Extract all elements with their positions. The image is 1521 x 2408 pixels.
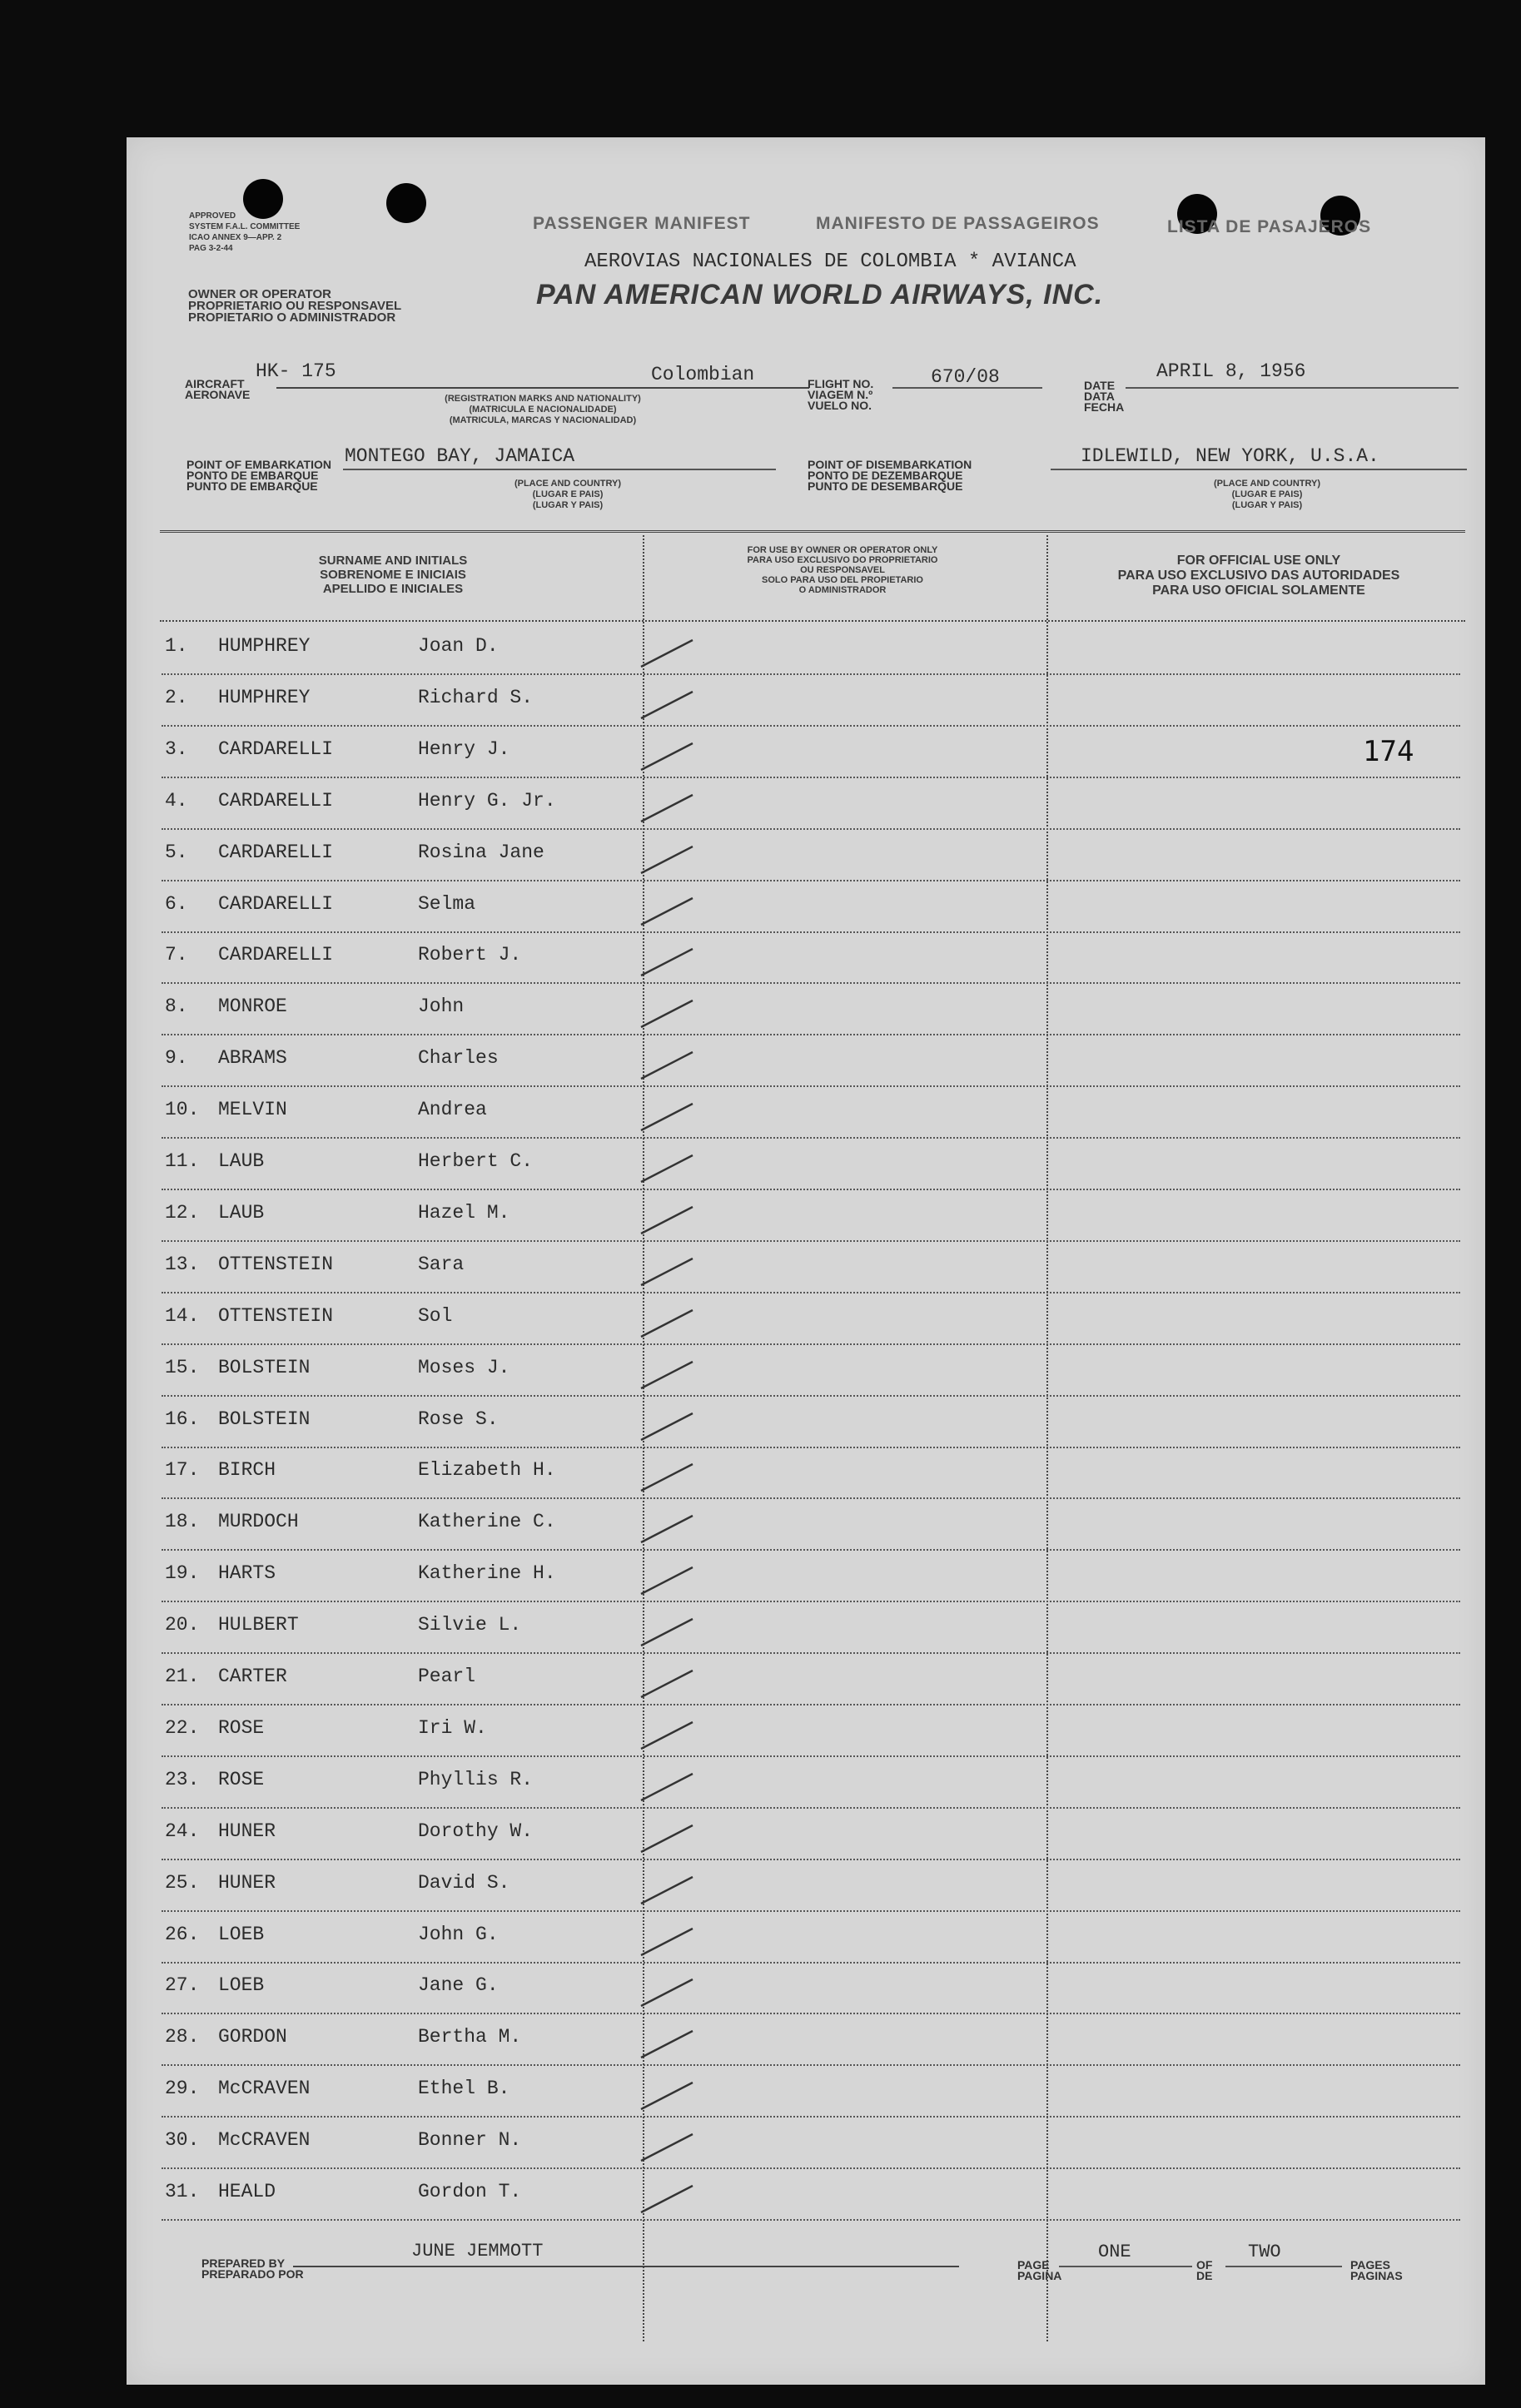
passenger-given-name: Rose S. [418,1408,499,1430]
check-mark-icon [634,1444,734,1494]
check-mark-icon [634,1805,734,1855]
passenger-surname: CARDARELLI [218,944,334,966]
passenger-surname: HUMPHREY [218,635,311,657]
passenger-given-name: Ethel B. [418,2078,510,2100]
passenger-row [127,1759,1485,1809]
passenger-surname: LAUB [218,1201,265,1224]
row-rule [162,982,1460,984]
row-rule [162,777,1460,778]
passenger-row [127,1604,1485,1654]
row-number: 6. [165,892,188,915]
passenger-row [127,1140,1485,1190]
col-head-operator: FOR USE BY OWNER OR OPERATOR ONLY PARA USO EXCLUSIVO DO PROPRIETARIO OU RESPONSAVEL SOLO PARA USO DEL PROPIETARIO O ADMINISTRADOR [747,545,938,595]
passenger-row [127,832,1485,881]
check-mark-icon [634,2114,734,2164]
pages-label: PAGES PAGINAS [1350,2258,1403,2282]
check-mark-icon [634,1857,734,1907]
date-value: APRIL 8, 1956 [1156,360,1306,382]
passenger-given-name: Selma [418,892,476,915]
row-rule [162,2219,1460,2221]
passenger-given-name: Bonner N. [418,2129,522,2152]
row-rule [162,931,1460,933]
row-rule [162,1240,1460,1242]
passenger-row [127,2119,1485,2169]
punch-hole [386,183,426,223]
row-number: 25. [165,1871,200,1894]
check-mark-icon [634,1651,734,1700]
passenger-surname: BOLSTEIN [218,1356,311,1378]
passenger-row [127,1707,1485,1757]
passenger-row [127,1501,1485,1551]
check-mark-icon [634,827,734,876]
check-mark-icon [634,878,734,928]
passenger-given-name: Iri W. [418,1716,487,1739]
passenger-surname: MURDOCH [218,1511,299,1533]
row-number: 23. [165,1768,200,1790]
passenger-surname: HUNER [218,1820,276,1842]
row-number: 28. [165,2026,200,2048]
passenger-given-name: Richard S. [418,686,534,708]
row-number: 19. [165,1562,200,1585]
row-number: 4. [165,789,188,812]
row-rule [162,880,1460,881]
row-rule [162,1034,1460,1035]
passenger-row [127,1398,1485,1448]
row-number: 5. [165,841,188,863]
row-rule [162,1910,1460,1912]
brand-wordmark: PAN AMERICAN WORLD AIRWAYS, INC. [536,279,1104,310]
check-mark-icon [634,1702,734,1752]
row-number: 16. [165,1408,200,1430]
passenger-surname: ROSE [218,1768,265,1790]
passenger-row [127,1552,1485,1602]
passenger-given-name: Katherine H. [418,1562,556,1585]
row-number: 31. [165,2181,200,2202]
passenger-row [127,625,1485,675]
row-number: 10. [165,1099,200,1121]
nationality-value: Colombian [651,364,755,385]
row-rule [162,1704,1460,1705]
row-number: 27. [165,1974,200,1997]
passenger-given-name: Phyllis R. [418,1768,534,1790]
title-pt: MANIFESTO DE PASSAGEIROS [816,214,1100,233]
row-number: 18. [165,1511,200,1533]
passenger-given-name: Dorothy W. [418,1820,534,1842]
table-top-rule [160,530,1465,533]
registration-caption: (REGISTRATION MARKS AND NATIONALITY) (MATRICULA E NACIONALIDADE) (MATRICULA, MARCAS Y NACIONALIDAD) [445,394,641,425]
row-rule [162,1447,1460,1448]
prepared-label: PREPARED BY PREPARADO POR [201,2257,304,2281]
passenger-given-name: Gordon T. [418,2181,522,2202]
passenger-row [127,1810,1485,1860]
approval-block: APPROVED SYSTEM F.A.L. COMMITTEE ICAO ANNEX 9—APP. 2 PAG 3-2-44 [189,211,301,253]
passenger-surname: CARDARELLI [218,789,334,812]
row-number: 14. [165,1304,200,1327]
check-mark-icon [634,620,734,670]
passenger-given-name: Charles [418,1047,499,1070]
passenger-given-name: Robert J. [418,944,522,966]
row-number: 24. [165,1820,200,1842]
flight-underline [892,387,1042,389]
row-rule [162,1395,1460,1397]
passenger-row [127,2171,1485,2221]
row-number: 15. [165,1356,200,1378]
passenger-given-name: Sara [418,1253,465,1275]
embark-value: MONTEGO BAY, JAMAICA [345,445,575,467]
aircraft-value: HK- 175 [256,360,336,382]
passenger-given-name: Jane G. [418,1974,499,1997]
row-rule [162,1807,1460,1809]
passenger-surname: HULBERT [218,1614,299,1636]
check-mark-icon [634,2063,734,2113]
typed-operator: AEROVIAS NACIONALES DE COLOMBIA * AVIANCA [584,251,1076,273]
check-mark-icon [634,1187,734,1237]
stamp-number: 174 [1363,735,1414,768]
row-rule [162,1085,1460,1087]
row-number: 13. [165,1253,200,1275]
passenger-surname: CARDARELLI [218,841,334,863]
disembark-underline [1051,469,1467,470]
row-rule [162,1652,1460,1654]
check-mark-icon [634,1599,734,1649]
check-mark-icon [634,1959,734,2009]
row-number: 20. [165,1614,200,1636]
row-number: 9. [165,1047,188,1070]
passenger-surname: LOEB [218,1974,265,1997]
row-rule [162,1755,1460,1757]
passenger-surname: HEALD [218,2181,276,2202]
passenger-given-name: John [418,995,465,1018]
passenger-given-name: Rosina Jane [418,841,544,863]
page-underline [1059,2266,1192,2267]
passenger-row [127,1862,1485,1912]
passenger-surname: ABRAMS [218,1047,287,1070]
title-es: LISTA DE PASAJEROS [1167,217,1372,236]
passenger-surname: LAUB [218,1150,265,1172]
of-underline [1225,2266,1342,2267]
passenger-surname: BIRCH [218,1459,276,1482]
col-head-official: FOR OFFICIAL USE ONLY PARA USO EXCLUSIVO DAS AUTORIDADES PARA USO OFICIAL SOLAMENTE [1117,554,1400,598]
flight-label: FLIGHT NO. VIAGEM N.º VUELO NO. [808,377,874,412]
passenger-surname: McCRAVEN [218,2078,311,2100]
passenger-given-name: Bertha M. [418,2026,522,2048]
passenger-surname: BOLSTEIN [218,1408,311,1430]
check-mark-icon [634,2166,734,2216]
passenger-row [127,1914,1485,1964]
check-mark-icon [634,2011,734,2061]
passenger-row [127,1244,1485,1293]
aircraft-label: AIRCRAFT AERONAVE [185,377,251,401]
row-rule [162,673,1460,675]
passenger-surname: CARTER [218,1666,287,1687]
passenger-row [127,1192,1485,1242]
page-value: ONE [1098,2242,1131,2262]
passenger-surname: LOEB [218,1923,265,1945]
passenger-surname: GORDON [218,2026,287,2048]
row-rule [162,2167,1460,2169]
check-mark-icon [634,981,734,1030]
passenger-given-name: Katherine C. [418,1511,556,1533]
title-en: PASSENGER MANIFEST [533,214,751,233]
passenger-surname: MONROE [218,995,287,1018]
passenger-surname: ROSE [218,1716,265,1739]
prepared-underline [293,2266,959,2267]
row-rule [162,1137,1460,1139]
check-mark-icon [634,672,734,722]
check-mark-icon [634,1342,734,1392]
passenger-surname: HARTS [218,1562,276,1585]
passenger-surname: McCRAVEN [218,2129,311,2152]
passenger-given-name: Henry J. [418,737,510,760]
passenger-given-name: Herbert C. [418,1150,534,1172]
check-mark-icon [634,775,734,825]
row-number: 11. [165,1150,200,1172]
row-rule [162,2064,1460,2066]
passenger-row [127,934,1485,984]
aircraft-underline [276,387,809,389]
row-rule [162,2013,1460,2014]
row-rule [162,1601,1460,1602]
check-mark-icon [634,1032,734,1082]
passenger-surname: OTTENSTEIN [218,1253,334,1275]
row-rule [162,1292,1460,1293]
row-rule [162,1343,1460,1345]
date-underline [1126,387,1459,389]
row-rule [162,1859,1460,1860]
passenger-row [127,780,1485,830]
row-number: 7. [165,944,188,966]
row-number: 29. [165,2078,200,2100]
row-rule [162,1962,1460,1964]
passenger-given-name: Silvie L. [418,1614,522,1636]
check-mark-icon [634,1909,734,1959]
row-rule [162,725,1460,727]
owner-label: OWNER OR OPERATOR PROPRIETARIO OU RESPONSAVEL PROPIETARIO O ADMINISTRADOR [188,287,402,325]
of-value: TWO [1248,2242,1281,2262]
disembark-place-caption: (PLACE AND COUNTRY) (LUGAR E PAIS) (LUGAR Y PAIS) [1213,479,1321,510]
passenger-row [127,1089,1485,1139]
check-mark-icon [634,929,734,979]
row-rule [162,1189,1460,1190]
passenger-row [127,986,1485,1035]
row-number: 8. [165,995,188,1018]
flight-value: 670/08 [931,366,1000,388]
table-header-rule [160,620,1465,622]
of-label: OF DE [1196,2258,1213,2282]
check-mark-icon [634,1239,734,1288]
passenger-row [127,1964,1485,2014]
disembark-label: POINT OF DISEMBARKATION PONTO DE DEZEMBARQUE PUNTO DE DESEMBARQUE [808,458,972,493]
passenger-given-name: Pearl [418,1666,476,1687]
disembark-value: IDLEWILD, NEW YORK, U.S.A. [1081,445,1379,467]
passenger-given-name: Sol [418,1304,453,1327]
embark-place-caption: (PLACE AND COUNTRY) (LUGAR E PAIS) (LUGAR Y PAIS) [514,479,622,510]
passenger-surname: OTTENSTEIN [218,1304,334,1327]
row-number: 21. [165,1666,200,1687]
row-number: 1. [165,635,188,657]
check-mark-icon [634,1084,734,1134]
check-mark-icon [634,723,734,773]
passenger-given-name: Henry G. Jr. [418,789,556,812]
row-rule [162,2116,1460,2118]
passenger-surname: CARDARELLI [218,737,334,760]
passenger-row [127,2068,1485,2118]
row-number: 30. [165,2129,200,2152]
row-number: 22. [165,1716,200,1739]
passenger-given-name: Joan D. [418,635,499,657]
passenger-given-name: Andrea [418,1099,487,1121]
passenger-given-name: John G. [418,1923,499,1945]
manifest-page [127,137,1485,2385]
row-number: 26. [165,1923,200,1945]
passenger-row [127,677,1485,727]
row-rule [162,1549,1460,1551]
passenger-surname: MELVIN [218,1099,287,1121]
check-mark-icon [634,1393,734,1443]
embark-underline [343,469,776,470]
passenger-row [127,728,1485,778]
row-number: 2. [165,686,188,708]
date-label: DATE DATA FECHA [1084,379,1125,414]
passenger-surname: HUMPHREY [218,686,311,708]
check-mark-icon [634,1547,734,1597]
row-number: 17. [165,1459,200,1482]
passenger-row [127,1449,1485,1499]
check-mark-icon [634,1290,734,1340]
check-mark-icon [634,1754,734,1804]
passenger-row [127,1656,1485,1705]
col-head-names: SURNAME AND INITIALS SOBRENOME E INICIAIS APELLIDO E INICIALES [318,554,468,596]
passenger-given-name: David S. [418,1871,510,1894]
passenger-row [127,2016,1485,2066]
passenger-given-name: Hazel M. [418,1201,510,1224]
row-rule [162,1497,1460,1499]
passenger-surname: HUNER [218,1871,276,1894]
prepared-value: JUNE JEMMOTT [411,2241,544,2262]
passenger-surname: CARDARELLI [218,892,334,915]
row-number: 12. [165,1201,200,1224]
passenger-given-name: Elizabeth H. [418,1459,556,1482]
row-rule [162,828,1460,830]
row-number: 3. [165,737,188,760]
check-mark-icon [634,1496,734,1546]
passenger-given-name: Moses J. [418,1356,510,1378]
passenger-row [127,1037,1485,1087]
page-label: PAGE PAGINA [1017,2258,1062,2282]
embark-label: POINT OF EMBARKATION PONTO DE EMBARQUE PUNTO DE EMBARQUE [186,458,331,493]
check-mark-icon [634,1135,734,1185]
passenger-row [127,1347,1485,1397]
passenger-row [127,1295,1485,1345]
passenger-row [127,883,1485,933]
